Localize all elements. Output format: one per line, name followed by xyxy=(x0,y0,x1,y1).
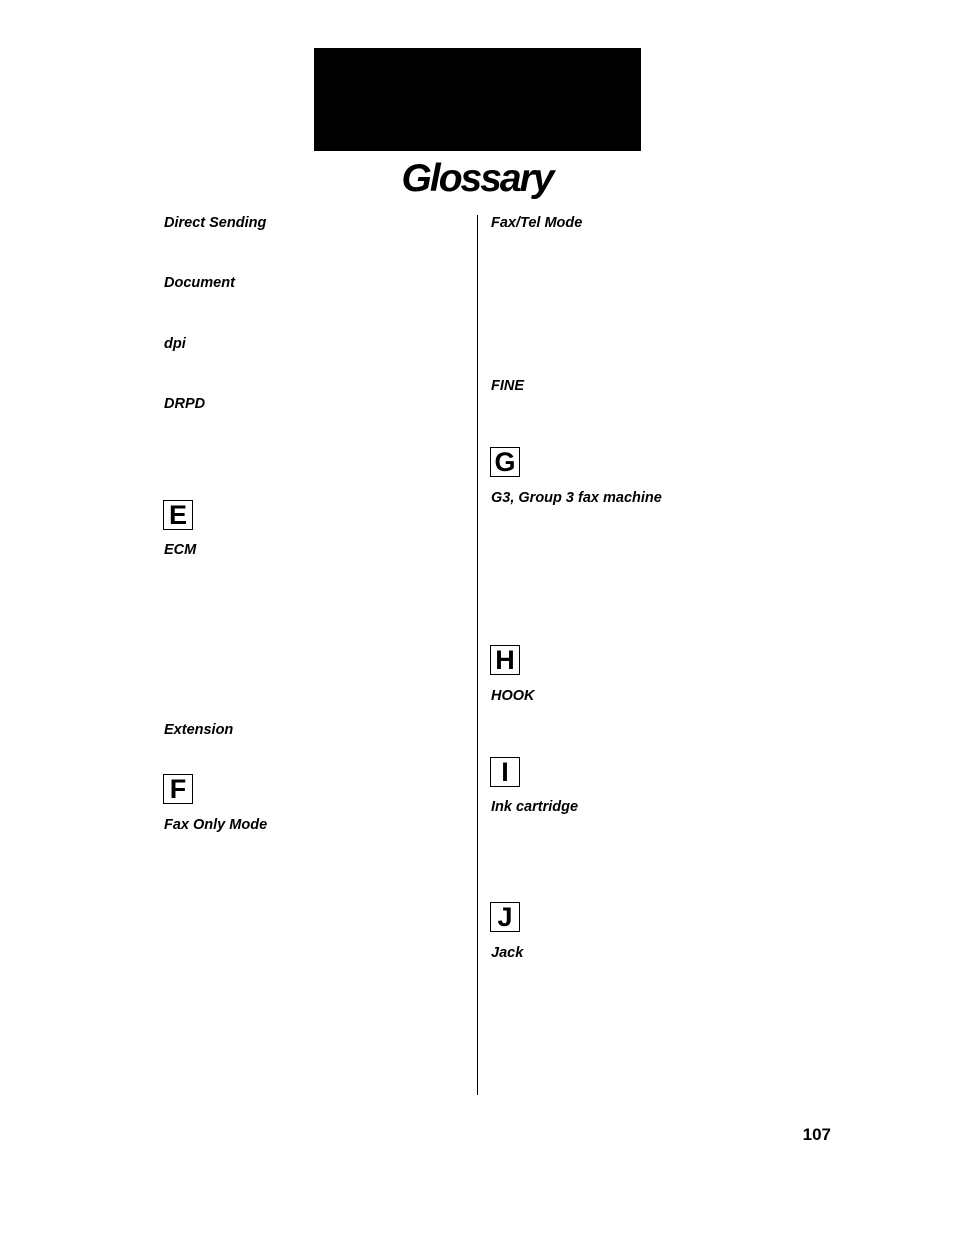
header-bar xyxy=(314,48,641,151)
term-drpd: DRPD xyxy=(164,396,206,412)
term-dpi: dpi xyxy=(164,336,186,352)
term-fine: FINE xyxy=(491,378,525,394)
section-letter-e: E xyxy=(163,500,193,530)
term-fax-tel-mode: Fax/Tel Mode xyxy=(491,215,583,231)
section-letter-i: I xyxy=(490,757,520,787)
column-divider xyxy=(477,215,478,1095)
section-letter-g: G xyxy=(490,447,520,477)
section-letter-j: J xyxy=(490,902,520,932)
term-direct-sending: Direct Sending xyxy=(164,215,267,231)
term-document: Document xyxy=(164,275,235,291)
term-jack: Jack xyxy=(491,945,524,961)
page-title: Glossary xyxy=(401,157,553,200)
section-letter-f: F xyxy=(163,774,193,804)
term-ecm: ECM xyxy=(164,542,197,558)
term-extension: Extension xyxy=(164,722,234,738)
term-fax-only-mode: Fax Only Mode xyxy=(164,817,268,833)
page-number: 107 xyxy=(802,1125,831,1144)
section-letter-h: H xyxy=(490,645,520,675)
term-g3: G3, Group 3 fax machine xyxy=(491,490,662,506)
term-ink-cartridge: Ink cartridge xyxy=(491,799,579,815)
term-hook: HOOK xyxy=(491,688,535,704)
